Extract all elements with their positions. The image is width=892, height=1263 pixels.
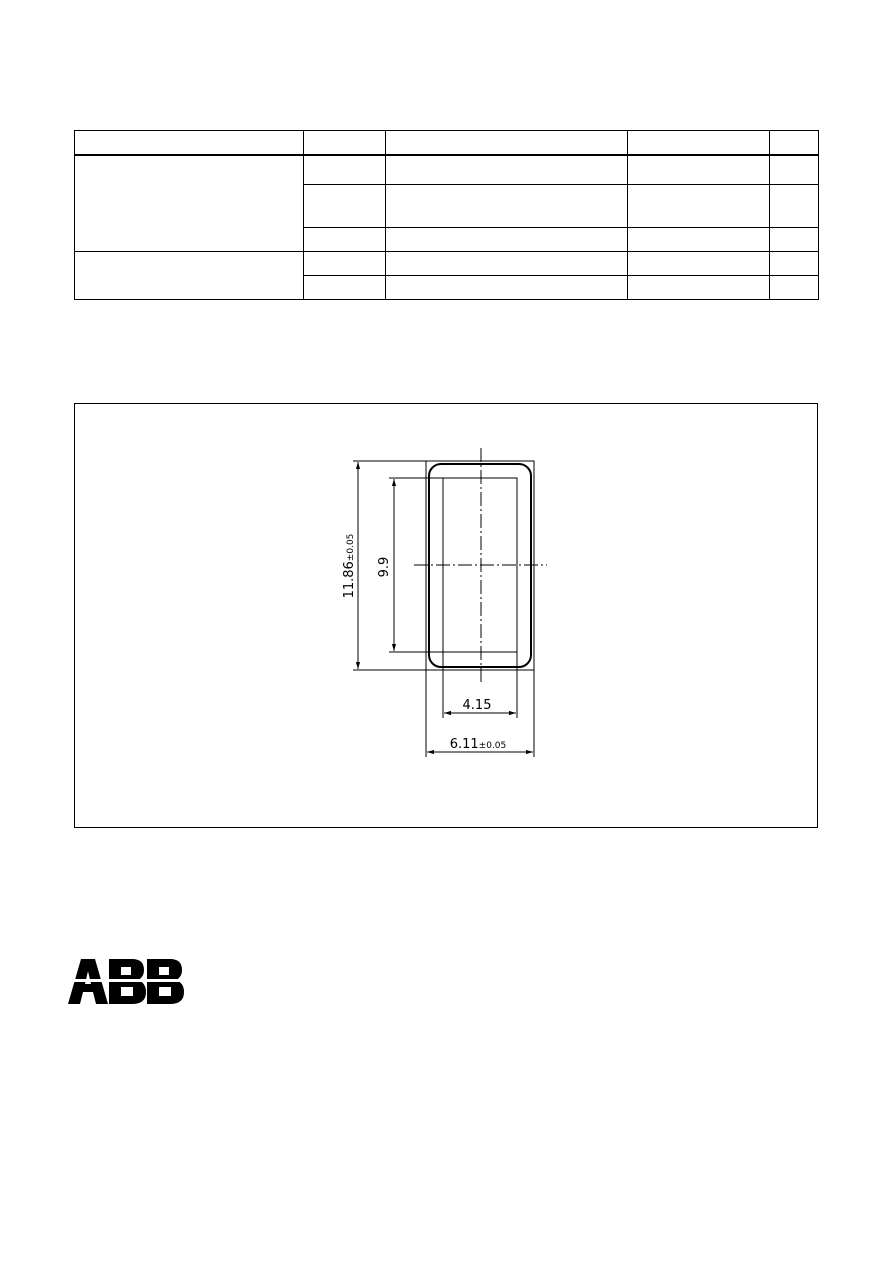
table-cell [628, 185, 770, 227]
table-cell [628, 227, 770, 251]
table-cell [628, 131, 770, 155]
table-cell [386, 131, 628, 155]
table-row [75, 155, 819, 185]
dimension-drawing [75, 404, 817, 827]
table-cell [75, 131, 304, 155]
table-header-row [75, 131, 819, 155]
table-cell [304, 185, 386, 227]
table-cell [386, 251, 628, 275]
table-cell [770, 155, 819, 185]
outer-height-label: 11.86±0.05 [342, 533, 357, 599]
table-cell [304, 251, 386, 275]
table-cell [386, 185, 628, 227]
inner-height-label: 9.9 [377, 556, 392, 578]
table-cell [386, 275, 628, 299]
table-group-cell [75, 251, 304, 299]
table-cell [386, 155, 628, 185]
abb-logo-mark [68, 959, 184, 1004]
abb-logo [68, 959, 184, 1008]
table-cell [770, 251, 819, 275]
table-cell [628, 155, 770, 185]
table-cell [770, 131, 819, 155]
table-cell [386, 227, 628, 251]
technical-drawing-frame [74, 403, 818, 828]
table-cell [770, 275, 819, 299]
table-cell [770, 227, 819, 251]
table-row [75, 251, 819, 275]
inner-width-label: 4.15 [462, 698, 492, 713]
table-cell [628, 275, 770, 299]
table-cell [304, 227, 386, 251]
outer-width-label: 6.11±0.05 [449, 737, 507, 752]
table-group-cell [75, 155, 304, 252]
table-cell [304, 275, 386, 299]
spec-table [74, 130, 819, 300]
table-cell [770, 185, 819, 227]
table-cell [304, 155, 386, 185]
table-cell [304, 131, 386, 155]
table-cell [628, 251, 770, 275]
